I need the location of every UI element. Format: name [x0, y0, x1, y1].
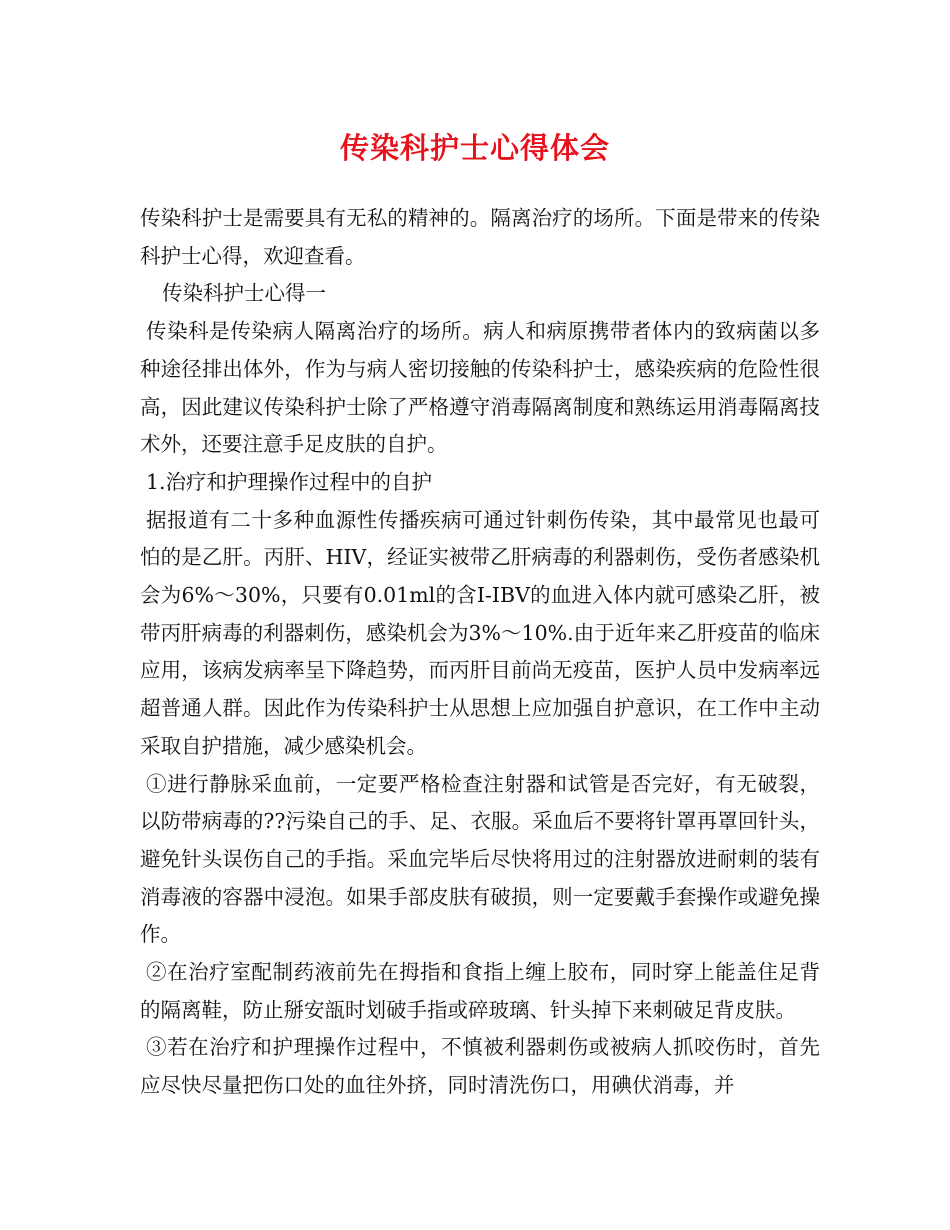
- list-item: ①进行静脉采血前，一定要严格检查注射器和试管是否完好，有无破裂，以防带病毒的??污染自己的手、足、衣服。采血后不要将针罩再罩回针头，避免针头误伤自己的手指。采血完毕后尽快将用过的注射器放进耐刺的装有消毒液的容器中浸泡。如果手部皮肤有破损，则一定要戴手套操作或避免操作。: [140, 771, 820, 947]
- body-paragraph: 据报道有二十多种血源性传播疾病可通过针刺伤传染，其中最常见也最可怕的是乙肝。丙肝、HIV，经证实被带乙肝病毒的利器刺伤，受伤者感染机会为6%～30%，只要有0.01ml的含I-IBV的血进入体内就可感染乙肝，被带丙肝病毒的利器刺伤，感染机会为3%～10%.由于近年来乙肝疫苗的临床应用，该病发病率呈下降趋势，而丙肝目前尚无疫苗，医护人员中发病率远超普通人群。因此作为传染科护士从思想上应加强自护意识，在工作中主动采取自护措施，减少感染机会。: [140, 507, 820, 758]
- section-heading: 传染科护士心得一: [162, 281, 326, 306]
- intro-paragraph: 传染科护士是需要具有无私的精神的。隔离治疗的场所。下面是带来的传染科护士心得，欢迎查看。: [140, 206, 820, 268]
- subsection-heading: 1.治疗和护理操作过程中的自护: [146, 469, 433, 494]
- list-item: ③若在治疗和护理操作过程中，不慎被利器刺伤或被病人抓咬伤时，首先应尽快尽量把伤口处的血往外挤，同时清洗伤口，用碘伏消毒，并: [140, 1035, 820, 1098]
- list-item: ②在治疗室配制药液前先在拇指和食指上缠上胶布，同时穿上能盖住足背的隔离鞋，防止掰安瓿时划破手指或碎玻璃、针头掉下来刺破足背皮肤。: [140, 960, 820, 1022]
- document-body: [140, 200, 820, 1105]
- body-paragraph: 传染科是传染病人隔离治疗的场所。病人和病原携带者体内的致病菌以多种途径排出体外，作为与病人密切接触的传染科护士，感染疾病的危险性很高，因此建议传染科护士除了严格遵守消毒隔离制度和熟练运用消毒隔离技术外，还要注意手足皮肤的自护。: [140, 319, 820, 457]
- document-title: 传染科护士心得体会: [339, 131, 610, 165]
